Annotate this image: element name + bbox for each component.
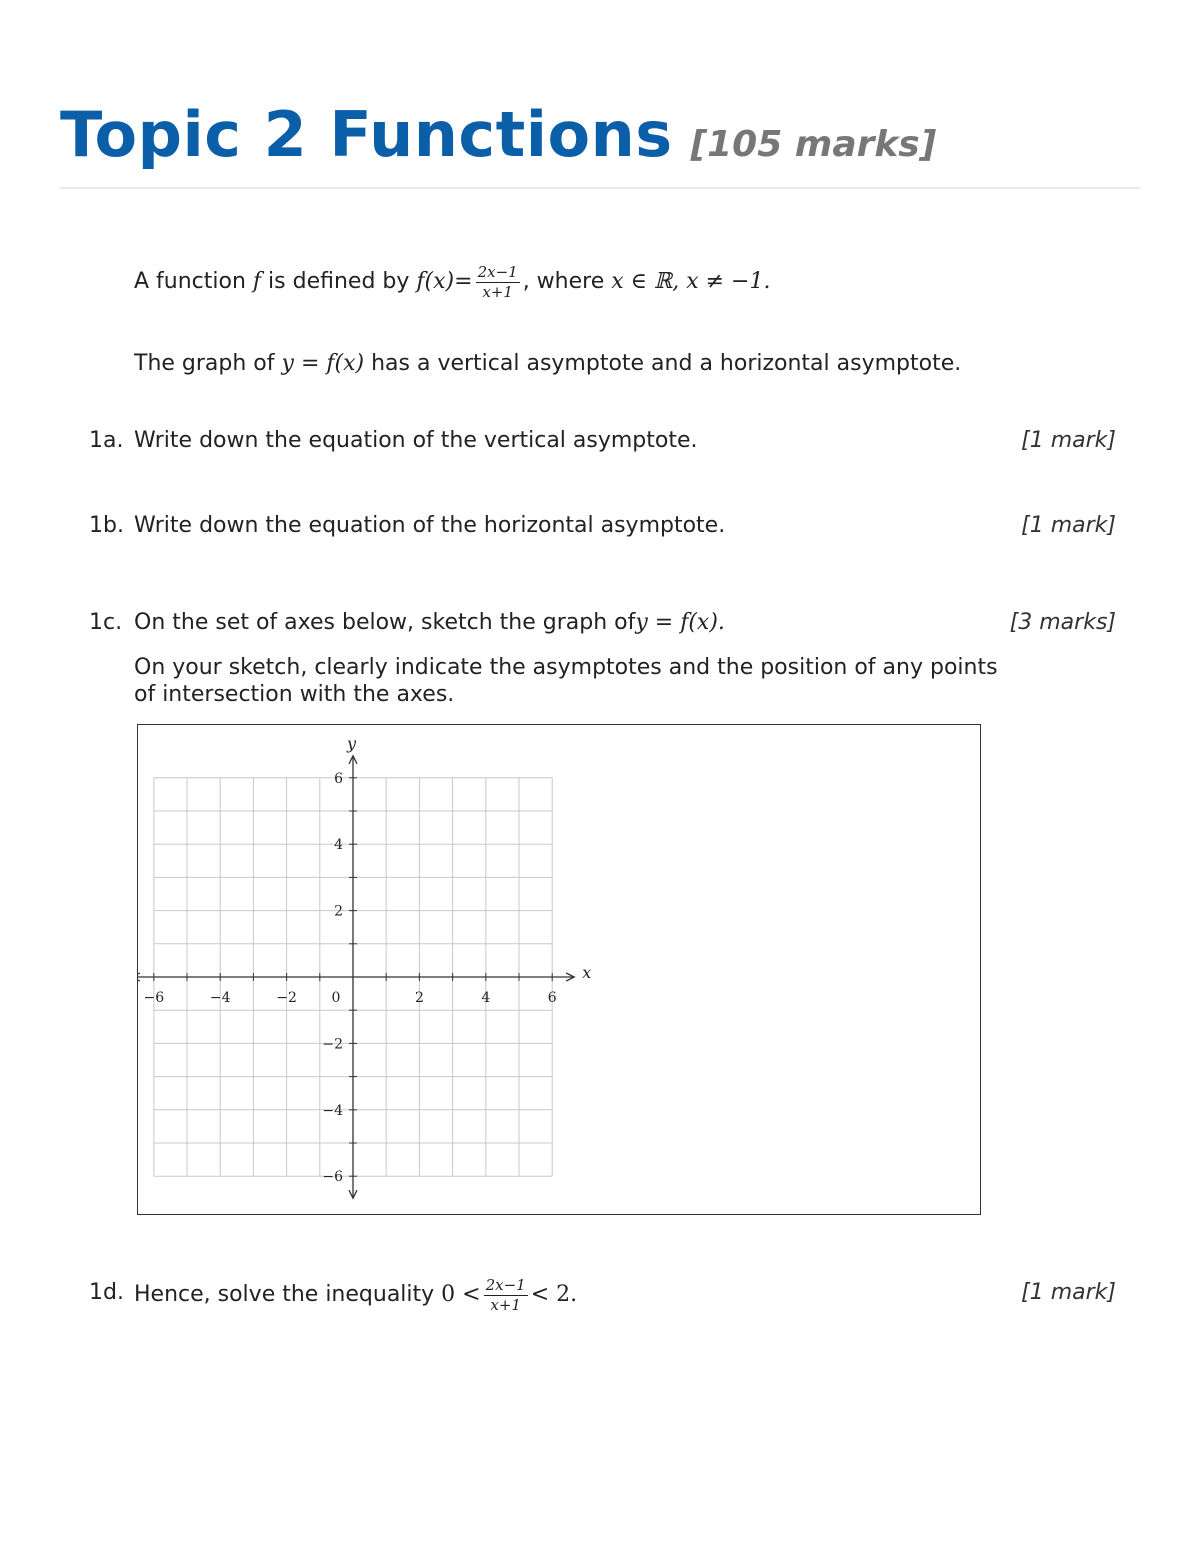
question-number: 1c. — [89, 610, 123, 635]
x-tick-label: 0 — [331, 990, 341, 1006]
question-text — [134, 1277, 577, 1313]
y-tick-label: 2 — [334, 903, 343, 920]
inequality-right: < 2. — [530, 1282, 578, 1307]
intro-text-b: is defined by — [261, 269, 417, 294]
inequality-fraction — [484, 1277, 528, 1313]
intro-text-c: , where — [522, 269, 612, 294]
x-tick-label: 2 — [414, 990, 424, 1006]
question-number: 1a. — [89, 428, 124, 453]
y-tick-label: −6 — [322, 1169, 343, 1186]
x-axis-label: x — [582, 963, 592, 982]
question-marks: [1 mark] — [1021, 428, 1116, 453]
question-number: 1d. — [89, 1280, 124, 1305]
fraction-denominator: x+1 — [490, 1295, 521, 1314]
intro-text-a: A function — [134, 269, 253, 294]
question-text — [134, 610, 725, 636]
question-text: Write down the equation of the horizontal asymptote. — [134, 513, 726, 538]
y-axis-label: y — [347, 733, 357, 753]
graph-box — [137, 724, 981, 1215]
question-instruction: of intersection with the axes. — [134, 682, 455, 707]
intro2-text-b: has a vertical asymptote and a horizontal asymptote. — [364, 351, 962, 376]
graph-equation: y = f(x) — [281, 351, 365, 376]
x-tick-label: −6 — [143, 990, 165, 1006]
x-tick-label: −4 — [209, 990, 231, 1006]
intro2-text-a: The graph of — [134, 351, 282, 376]
title-divider — [60, 187, 1140, 189]
function-notation: f(x)= — [416, 269, 473, 294]
y-tick-label: 4 — [334, 837, 343, 854]
question-marks: [1 mark] — [1021, 1280, 1116, 1305]
graph-equation: y = f(x). — [635, 610, 725, 635]
function-domain: x ∈ ℝ, x ≠ −1. — [611, 269, 771, 294]
function-symbol: f — [252, 269, 262, 294]
x-tick-label: −2 — [276, 990, 297, 1006]
fraction-denominator: x+1 — [482, 282, 513, 301]
function-definition — [134, 264, 770, 300]
inequality-left: 0 < — [441, 1282, 481, 1307]
fraction-numerator: 2x−1 — [485, 1276, 526, 1294]
question-text-part: On the set of axes below, sketch the graph of — [134, 610, 636, 635]
title-text: Topic 2 Functions — [60, 98, 673, 171]
axes-chart[interactable] — [138, 725, 979, 1213]
function-fraction — [476, 264, 520, 300]
total-marks: [105 marks] — [690, 124, 937, 165]
question-text: Write down the equation of the vertical asymptote. — [134, 428, 698, 453]
x-tick-label: 4 — [481, 990, 491, 1006]
question-marks: [3 marks] — [1009, 610, 1116, 635]
question-text-part: Hence, solve the inequality — [134, 1282, 442, 1307]
y-tick-label: 6 — [334, 770, 343, 787]
asymptote-statement — [134, 351, 961, 377]
y-tick-label: −2 — [322, 1036, 343, 1053]
y-tick-label: −4 — [322, 1102, 343, 1119]
question-instruction: On your sketch, clearly indicate the asymptotes and the position of any points — [134, 655, 998, 680]
question-number: 1b. — [89, 513, 124, 538]
x-tick-label: 6 — [547, 990, 557, 1006]
question-marks: [1 mark] — [1021, 513, 1116, 538]
page-title — [60, 98, 936, 171]
fraction-numerator: 2x−1 — [477, 263, 518, 281]
